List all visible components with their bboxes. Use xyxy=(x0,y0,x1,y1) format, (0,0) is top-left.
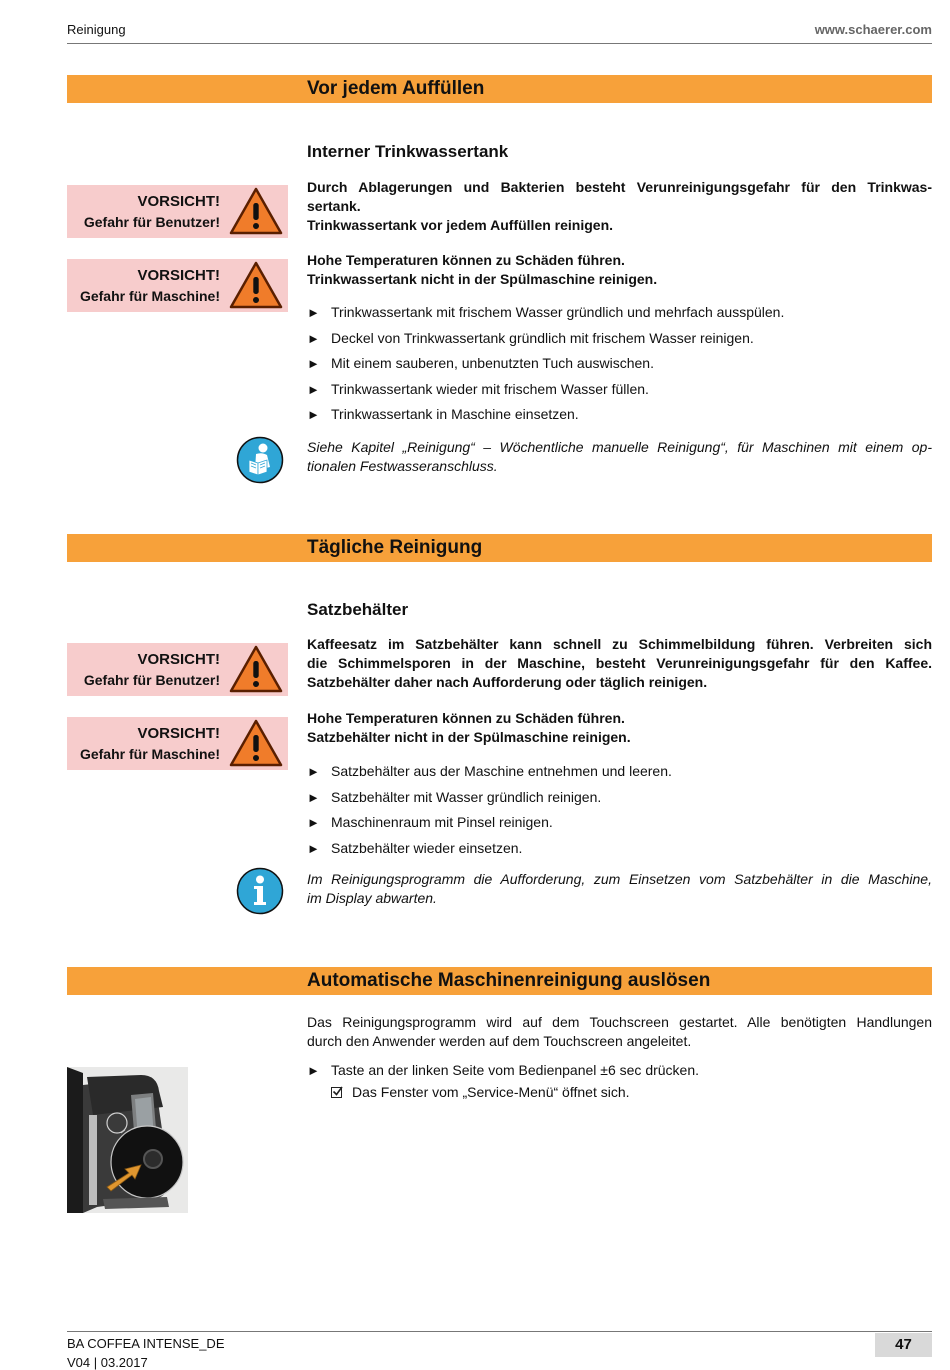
step-arrow-icon: ► xyxy=(307,305,320,320)
warning-box-user xyxy=(67,643,288,696)
read-manual-icon xyxy=(236,436,284,484)
hazard-paragraph: Hohe Temperaturen können zu Schäden führen. Trinkwassertank nicht in der Spülmaschine reinigen. xyxy=(307,252,658,287)
machine-side-button-photo xyxy=(67,1067,188,1213)
hazard-paragraph: Durch Ablagerungen und Bakterien besteht Verunreinigungsgefahr für den Trinkwas- sertank. Trinkwassertank vor jedem Auffüllen reinigen. xyxy=(307,179,932,233)
hazard-paragraph: Hohe Temperaturen können zu Schäden führen. Satzbehälter nicht in der Spülmaschine reinigen. xyxy=(307,710,631,745)
list-item: ► Trinkwassertank wieder mit frischem Wasser füllen. xyxy=(307,380,649,397)
list-item: ► Satzbehälter aus der Maschine entnehmen und leeren. xyxy=(307,763,672,779)
list-item: ► Trinkwassertank in Maschine einsetzen. xyxy=(307,406,579,422)
section-title: Automatische Maschinenreinigung auslösen xyxy=(307,970,711,991)
step-arrow-icon: ► xyxy=(307,381,320,397)
list-item: ► Mit einem sauberen, unbenutzten Tuch auswischen. xyxy=(307,355,654,371)
step-arrow-icon: ► xyxy=(307,330,320,346)
step-list xyxy=(307,762,932,864)
step-arrow-icon: ► xyxy=(307,815,320,830)
step-arrow-icon: ► xyxy=(307,407,320,422)
note-text: Siehe Kapitel „Reinigung“ – Wöchentliche manuelle Reinigung“, für Maschinen mit einem op- tionalen Festwasseranschluss. xyxy=(307,439,932,474)
header-rule xyxy=(67,43,932,44)
page-number: 47 xyxy=(875,1333,932,1357)
warning-text: Gefahr für Benutzer! xyxy=(83,672,220,688)
list-item: ► Deckel von Trinkwassertank gründlich mit frischem Wasser reinigen. xyxy=(307,329,754,346)
step-arrow-icon: ► xyxy=(307,1063,320,1078)
list-item: ► Maschinenraum mit Pinsel reinigen. xyxy=(307,814,553,830)
hazard-paragraph: Kaffeesatz im Satzbehälter kann schnell zu Schimmelbildung führen. Verbreiten sich die Schimmelsporen in der Maschine, besteht Verunreinigungsgefahr für den Kaffee. Satzbehälter daher nach Aufforderung oder täglich reinigen. xyxy=(307,636,932,690)
warning-label: VORSICHT! xyxy=(137,267,220,284)
section-band xyxy=(67,534,932,562)
warning-label: VORSICHT! xyxy=(137,725,220,742)
document-version: V04 | 03.2017 xyxy=(67,1355,148,1370)
info-icon xyxy=(236,867,284,915)
warning-label: VORSICHT! xyxy=(137,193,220,210)
list-item: ► Taste an der linken Seite vom Bedienpanel ±6 sec drücken. xyxy=(307,1062,700,1078)
intro-text: Das Reinigungsprogramm wird auf dem Touchscreen gestartet. Alle benötigten Handlungen durch den Anwender werden auf dem Touchscreen angeleitet. xyxy=(307,1014,932,1049)
section-title: Tägliche Reinigung xyxy=(307,537,483,558)
result-line: Das Fenster vom „Service-Menü“ öffnet sich. xyxy=(331,1083,630,1102)
section-title: Vor jedem Auffüllen xyxy=(307,78,485,99)
warning-label: VORSICHT! xyxy=(137,651,220,668)
note-text: Im Reinigungsprogramm die Aufforderung, zum Einsetzen vom Satzbehälter in die Maschine, im Display abwarten. xyxy=(307,871,932,906)
warning-triangle-icon xyxy=(228,718,284,768)
section-band xyxy=(67,75,932,103)
warning-box-user xyxy=(67,185,288,238)
section-band xyxy=(67,967,932,995)
list-item: ► Satzbehälter wieder einsetzen. xyxy=(307,839,523,856)
subsection-title: Interner Trinkwassertank xyxy=(307,142,509,161)
warning-box-machine xyxy=(67,717,288,770)
list-item: ► Satzbehälter mit Wasser gründlich reinigen. xyxy=(307,788,602,805)
warning-text: Gefahr für Maschine! xyxy=(79,288,220,304)
warning-text: Gefahr für Maschine! xyxy=(79,746,220,762)
warning-triangle-icon xyxy=(228,644,284,694)
warning-text: Gefahr für Benutzer! xyxy=(83,214,220,230)
warning-triangle-icon xyxy=(228,260,284,310)
step-list xyxy=(307,303,932,431)
warning-triangle-icon xyxy=(228,186,284,236)
subsection-title: Satzbehälter xyxy=(307,600,409,619)
checkbox-checked-icon xyxy=(331,1087,342,1098)
step-arrow-icon: ► xyxy=(307,789,320,805)
warning-box-machine xyxy=(67,259,288,312)
website-url: www.schaerer.com xyxy=(814,22,932,37)
step-arrow-icon: ► xyxy=(307,764,320,779)
footer-rule xyxy=(67,1331,932,1332)
step-arrow-icon: ► xyxy=(307,840,320,856)
step-arrow-icon: ► xyxy=(307,356,320,371)
running-header-title: Reinigung xyxy=(67,22,126,37)
list-item: ► Trinkwassertank mit frischem Wasser gründlich und mehrfach ausspülen. xyxy=(307,304,785,320)
document-name: BA COFFEA INTENSE_DE xyxy=(67,1336,225,1351)
